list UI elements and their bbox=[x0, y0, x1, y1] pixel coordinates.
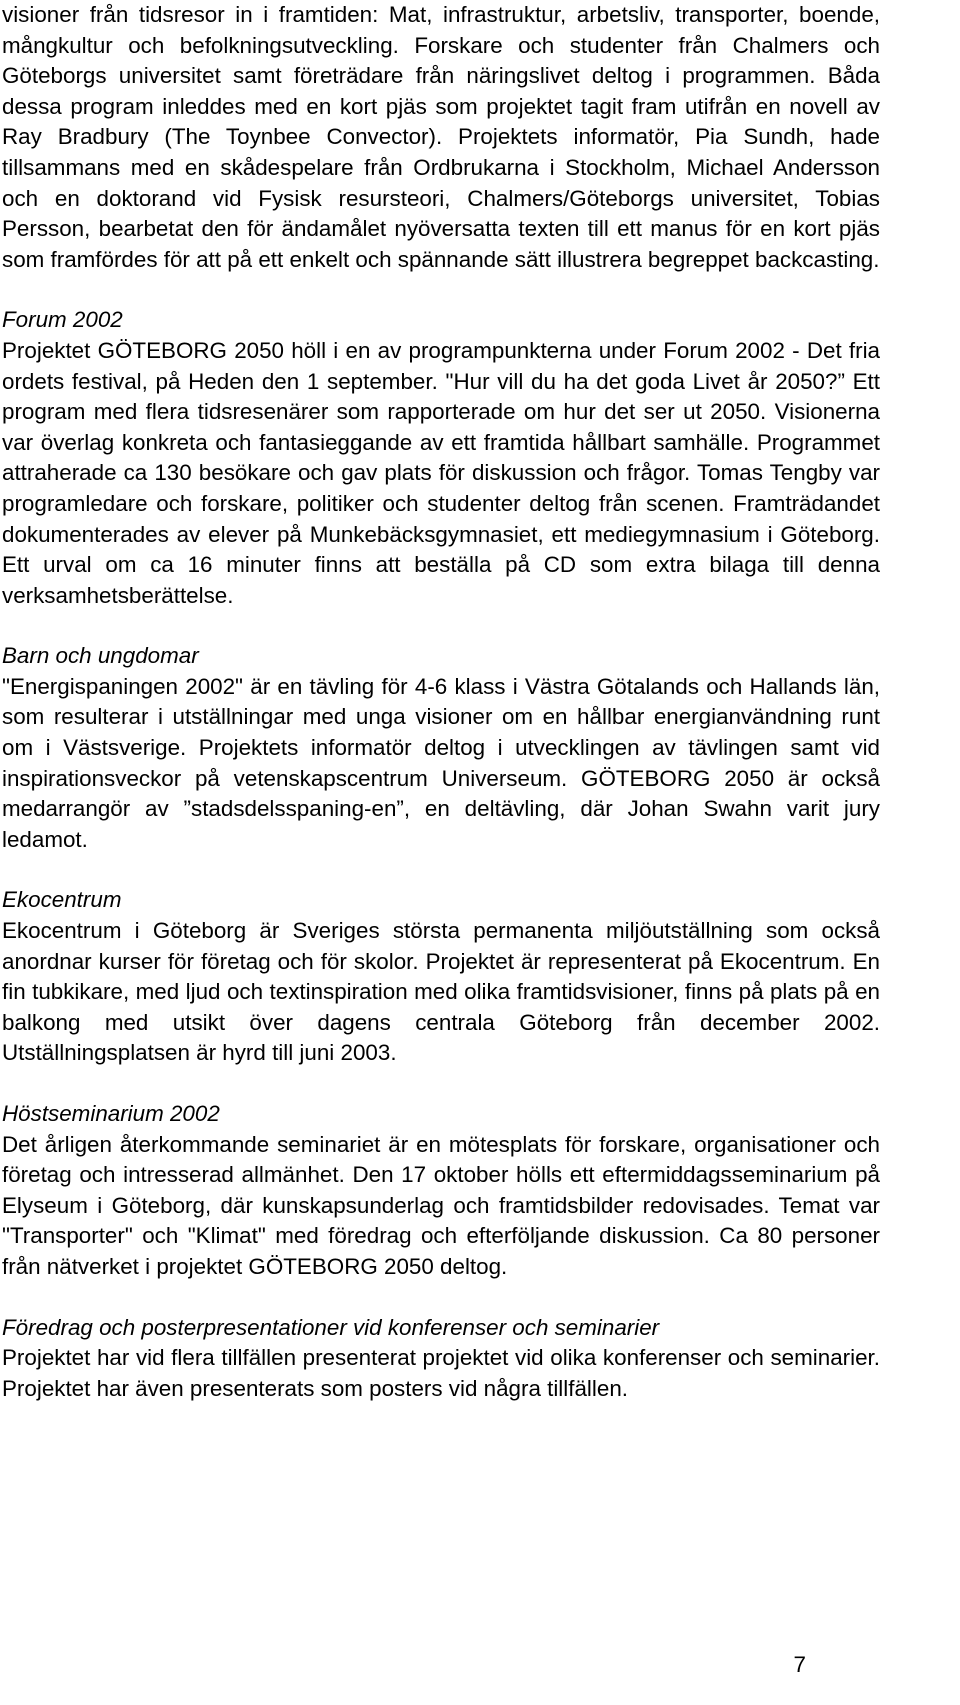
section-heading: Höstseminarium 2002 bbox=[2, 1101, 220, 1126]
section-paragraph: "Energispaningen 2002" är en tävling för 4-6 klass i Västra Götalands och Hallands län, som resulterar i utställningar med unga visioner om en hållbar energianvändning runt om i Västsverige. Projektets informatör deltog i utvecklingen av tävlingen samt vid inspirationsveckor på vetenskapscentrum Universeum. GÖTEBORG 2050 är också medarrangör av ”stadsdelsspaning-en”, en deltävling, där Johan Swahn varit jury ledamot. bbox=[2, 673, 880, 852]
section-forum-2002 bbox=[2, 305, 880, 611]
section-paragraph: Projektet har vid flera tillfällen presenterat projektet vid olika konferenser och seminarier. Projektet har även presenterats som posters vid några tillfällen. bbox=[2, 1345, 880, 1401]
section-paragraph: Det årligen återkommande seminariet är en mötesplats för forskare, organisationer och företag och intresserad allmänhet. Den 17 oktober hölls ett eftermiddagsseminarium på Elyseum i Göteborg, där kunskapsunderlag och framtidsbilder redovisades. Temat var "Transporter" och "Klimat" med föredrag och efterföljande diskussion. Ca 80 personer från nätverket i projektet GÖTEBORG 2050 deltog. bbox=[2, 1131, 880, 1279]
document-page bbox=[2, 0, 880, 1404]
section-paragraph: Projektet GÖTEBORG 2050 höll i en av programpunkterna under Forum 2002 - Det fria ordets festival, på Heden den 1 september. "Hur vill du ha det goda Livet år 2050?” Ett program med flera tidsresenärer som rapporterade om hur det ser ut 2050. Visionerna var överlag konkreta och fantasieggande av ett framtida hållbart samhälle. Programmet attraherade ca 130 besökare och gav plats för diskussion och frågor. Tomas Tengby var programledare och forskare, politiker och studenter deltog från scenen. Framträdandet dokumenterades av elever på Munkebäcksgymnasiet, ett mediegymnasium i Göteborg. Ett urval om ca 16 minuter finns att beställa på CD som extra bilaga till denna verksamhetsberättelse. bbox=[2, 337, 880, 608]
section-hostseminarium-2002 bbox=[2, 1099, 880, 1283]
intro-paragraph: visioner från tidsresor in i framtiden: Mat, infrastruktur, arbetsliv, transporter, boende, mångkultur och befolkningsutveckling. Forskare och studenter från Chalmers och Göteborgs universitet samt företrädare från näringslivet deltog i programmen. Båda dessa program inleddes med en kort pjäs som projektet tagit fram utifrån en novell av Ray Bradbury (The Toynbee Convector). Projektets informatör, Pia Sundh, hade tillsammans med en skådespelare från Ordbrukarna i Stockholm, Michael Andersson och en doktorand vid Fysisk resursteori, Chalmers/Göteborgs universitet, Tobias Persson, bearbetat den för ändamålet nyöversatta texten till ett manus för en kort pjäs som framfördes för att på ett enkelt och spännande sätt illustrera begreppet backcasting. bbox=[2, 2, 880, 272]
section-paragraph: Ekocentrum i Göteborg är Sveriges största permanenta miljöutställning som också anordnar kurser för företag och för skolor. Projektet är representerat på Ekocentrum. En fin tubkikare, med ljud och textinspiration med olika framtidsvisioner, finns på plats på en balkong med utsikt över dagens centrala Göteborg från december 2002. Utställningsplatsen är hyrd till juni 2003. bbox=[2, 918, 880, 1066]
section-barn-och-ungdomar bbox=[2, 641, 880, 855]
section-foredrag bbox=[2, 1313, 880, 1405]
section-ekocentrum bbox=[2, 885, 880, 1069]
section-heading: Barn och ungdomar bbox=[2, 643, 199, 669]
section-heading: Ekocentrum bbox=[2, 887, 122, 913]
section-heading: Forum 2002 bbox=[2, 307, 123, 333]
section-heading: Föredrag och posterpresentationer vid konferenser och seminarier bbox=[2, 1314, 660, 1340]
page-number: 7 bbox=[793, 1652, 806, 1677]
